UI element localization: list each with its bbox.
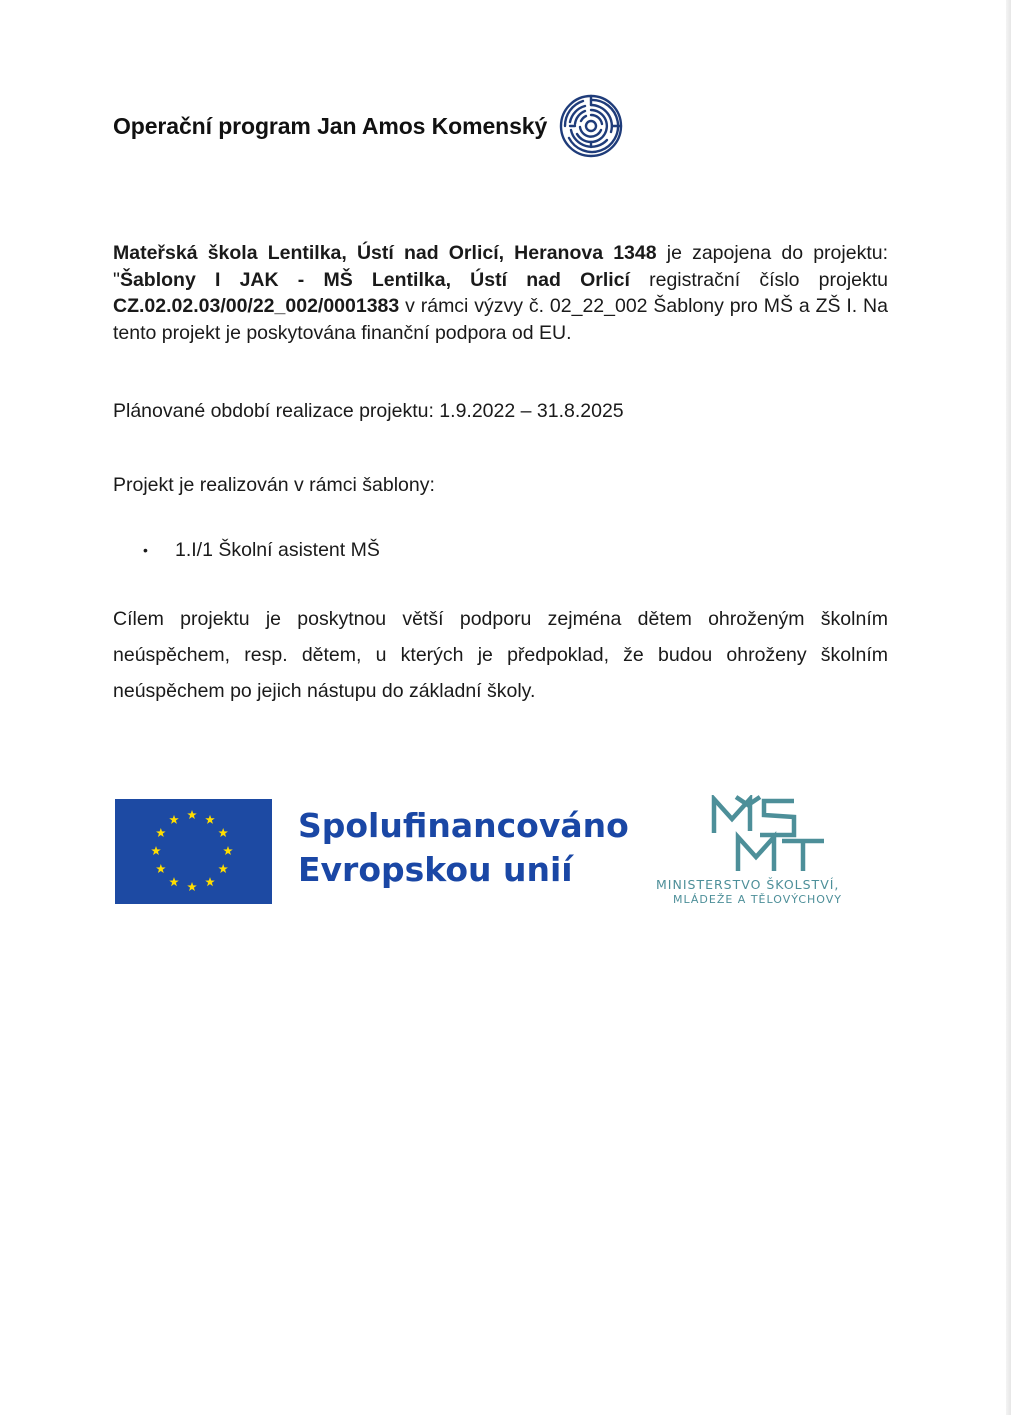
school-name: Mateřská škola Lentilka, Ústí nad Orlicí, Heranova 1348 [113,242,657,264]
bullet-icon: • [143,542,148,558]
description-text-1: je zapojena do projektu: " [113,242,888,291]
msmt-name-line-2: MLÁDEŽE A TĚLOVÝCHOVY [673,893,842,906]
description-text-2: registrační číslo projektu [629,268,889,291]
program-header [113,94,623,158]
eu-cofinanced-label [298,804,629,892]
msmt-logo-mark [706,795,830,875]
jak-maze-logo [559,94,623,158]
description-text-3: v rámci výzvy č. 02_22_002 Šablony pro MŠ a ZŠ I. Na tento projekt je poskytována finanční podpora od EU. [113,295,888,344]
templates-intro: Projekt je realizován v rámci šablony: [113,474,435,496]
template-list-item [143,537,380,563]
project-goal: Cílem projektu je poskytnou větší podporu zejména dětem ohroženým školním neúspěchem, resp. dětem, u kterých je předpoklad, že budou ohroženy školním neúspěchem po jejich nástupu do základní školy. [113,608,888,702]
registration-number: CZ.02.02.03/00/22_002/0001383 [113,295,400,317]
eu-label-line-2: Evropskou unií [298,850,573,889]
msmt-name-line-1: MINISTERSTVO ŠKOLSTVÍ, [656,877,840,892]
eu-label-line-1: Spolufinancováno [298,806,629,845]
project-name: Šablony I JAK - MŠ Lentilka, Ústí nad Orlicí [119,268,630,291]
page-edge-shadow [1006,0,1011,1415]
implementation-period: Plánované období realizace projektu: 1.9.2022 – 31.8.2025 [113,400,624,422]
project-description [113,240,888,346]
template-item-text: 1.I/1 Školní asistent MŠ [175,539,380,561]
program-title: Operační program Jan Amos Komenský [113,112,548,139]
eu-flag-logo [115,799,272,904]
